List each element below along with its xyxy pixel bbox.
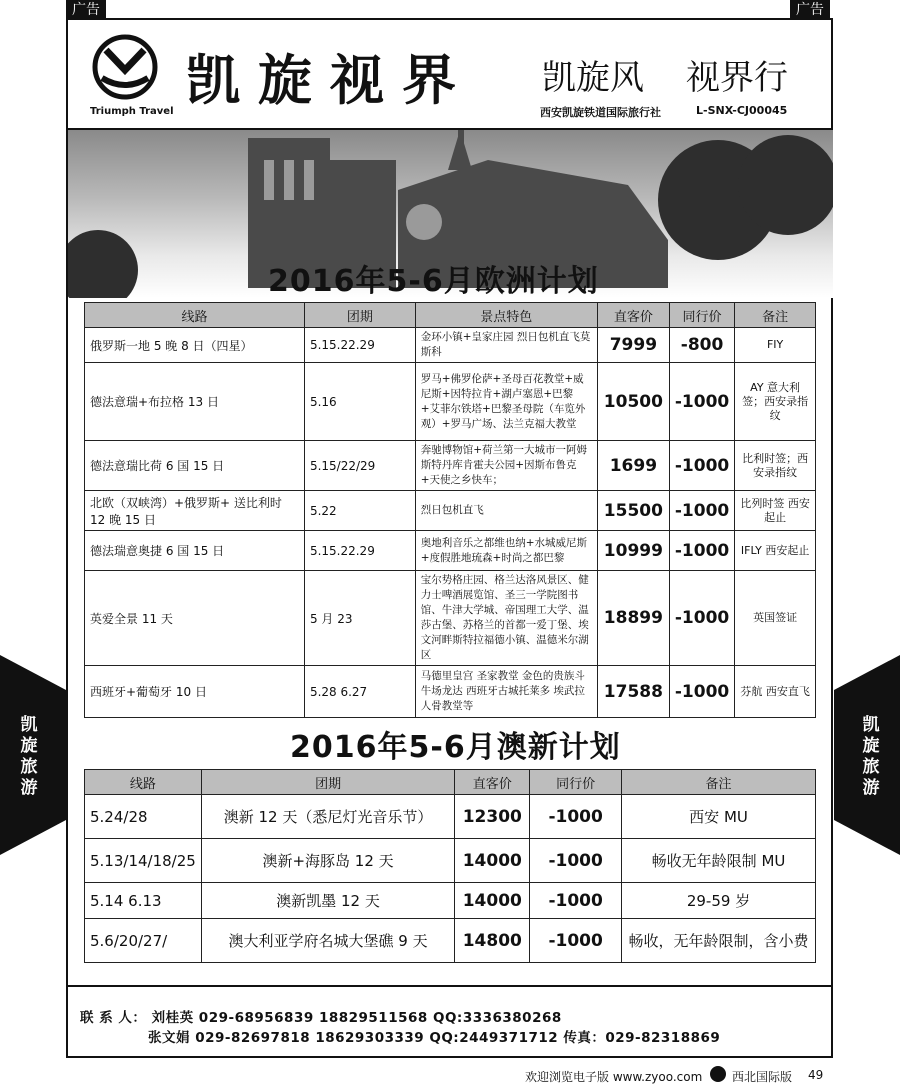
side-label-left [18, 715, 40, 799]
table-row [85, 441, 816, 491]
triumph-logo-icon [92, 34, 158, 100]
table-row [85, 919, 816, 963]
date-cell: 5.13/14/18/25 [85, 839, 202, 883]
contact-label: 联 系 人： [80, 1010, 147, 1026]
newspaper-logo-icon [710, 1066, 726, 1082]
peer-price-cell: -1000 [669, 571, 734, 666]
note-cell: 畅收无年龄限制 MU [622, 839, 816, 883]
date-cell: 5 月 23 [304, 571, 415, 666]
peer-price-cell: -1000 [530, 919, 622, 963]
col-header-price: 直客价 [597, 303, 669, 328]
col-header-date: 团期 [201, 770, 454, 795]
note-cell: 比列时签 西安起止 [735, 491, 816, 531]
note-cell: 29-59 岁 [622, 883, 816, 919]
side-char: 凯 [20, 715, 38, 735]
table-row [85, 531, 816, 571]
ad-tag-right: 广告 [790, 0, 830, 20]
side-char: 旋 [20, 736, 38, 756]
note-cell: 比利时签；西安录指纹 [735, 441, 816, 491]
route-cell: 北欧（双峡湾）+俄罗斯+ 送比利时 12 晚 15 日 [85, 491, 305, 531]
date-cell: 5.15.22.29 [304, 531, 415, 571]
feature-cell: 宝尔势格庄园、格兰达洛风景区、健力士啤酒展览馆、圣三一学院图书馆、牛津大学城、帝国理工大学、温莎古堡、苏格兰的首都一爱丁堡、埃文河畔斯特拉福德小镇、温德米尔湖区 [415, 571, 597, 666]
peer-price-cell: -800 [669, 328, 734, 363]
slogan-b: 视界行 [686, 58, 788, 98]
col-header-price: 直客价 [455, 770, 530, 795]
ad-header [68, 20, 831, 130]
col-header-feature: 景点特色 [415, 303, 597, 328]
col-header-note: 备注 [735, 303, 816, 328]
contact-line-1 [80, 1006, 562, 1026]
table-row [85, 491, 816, 531]
note-cell: 芬航 西安直飞 [735, 666, 816, 718]
feature-cell: 奥地利音乐之都维也纳+水城威尼斯+度假胜地琉森+时尚之都巴黎 [415, 531, 597, 571]
logo-caption: Triumph Travel [90, 106, 174, 117]
page-footer [0, 1062, 900, 1087]
note-cell: 畅收，无年龄限制，含小费 [622, 919, 816, 963]
feature-cell: 奔驰博物馆+荷兰第一大城市一阿姆斯特丹库肯霍夫公园+因斯布鲁克+天使之乡快车； [415, 441, 597, 491]
price-cell: 14000 [455, 839, 530, 883]
feature-cell: 马德里皇宫 圣家教堂 金色的贵族斗牛场龙达 西班牙古城托莱多 埃武拉人骨教堂等 [415, 666, 597, 718]
date-cell: 5.15.22.29 [304, 328, 415, 363]
table-header-row [85, 303, 816, 328]
table-row [85, 795, 816, 839]
table-row [85, 363, 816, 441]
feature-cell: 烈日包机直飞 [415, 491, 597, 531]
side-char: 游 [20, 778, 38, 798]
col-header-peer: 同行价 [669, 303, 734, 328]
side-char: 旅 [862, 757, 880, 777]
license-number: L-SNX-CJ00045 [696, 104, 788, 117]
route-cell: 澳新凯墨 12 天 [201, 883, 454, 919]
side-char: 凯 [862, 715, 880, 735]
contact-divider [68, 985, 833, 987]
ad-tag-left: 广告 [66, 0, 106, 20]
contact-person-1: 刘桂英 029-68956839 18829511568 QQ:3336380268 [151, 1010, 562, 1026]
peer-price-cell: -1000 [530, 839, 622, 883]
note-cell: 西安 MU [622, 795, 816, 839]
price-cell: 14000 [455, 883, 530, 919]
peer-price-cell: -1000 [530, 795, 622, 839]
side-char: 旋 [862, 736, 880, 756]
price-cell: 10500 [597, 363, 669, 441]
price-cell: 1699 [597, 441, 669, 491]
side-tab-left [0, 655, 66, 855]
route-cell: 德法意瑞比荷 6 国 15 日 [85, 441, 305, 491]
price-cell: 14800 [455, 919, 530, 963]
side-label-right [860, 715, 882, 799]
side-tab-right [834, 655, 900, 855]
slogan-a: 凯旋风 [542, 58, 644, 98]
feature-cell: 罗马+佛罗伦萨+圣母百花教堂+威尼斯+因特拉肯+湖卢塞恩+巴黎+艾菲尔铁塔+巴黎圣母院（车览外观）+罗马广场、法兰克福大教堂 [415, 363, 597, 441]
footer-welcome: 欢迎浏览电子版 www.zyoo.com [525, 1070, 703, 1084]
date-cell: 5.22 [304, 491, 415, 531]
table-row [85, 571, 816, 666]
date-cell: 5.6/20/27/ [85, 919, 202, 963]
table-row [85, 883, 816, 919]
note-cell: FIY [735, 328, 816, 363]
peer-price-cell: -1000 [530, 883, 622, 919]
footer-section: 西北国际版 [732, 1070, 793, 1084]
note-cell: IFLY 西安起止 [735, 531, 816, 571]
table-row [85, 839, 816, 883]
price-cell: 10999 [597, 531, 669, 571]
route-cell: 俄罗斯一地 5 晚 8 日（四星） [85, 328, 305, 363]
date-cell: 5.28 6.27 [304, 666, 415, 718]
route-cell: 德法意瑞+布拉格 13 日 [85, 363, 305, 441]
peer-price-cell: -1000 [669, 491, 734, 531]
feature-cell: 金环小镇+皇家庄园 烈日包机直飞莫斯科 [415, 328, 597, 363]
col-header-date: 团期 [304, 303, 415, 328]
table-row [85, 666, 816, 718]
route-cell: 德法瑞意奥捷 6 国 15 日 [85, 531, 305, 571]
date-cell: 5.24/28 [85, 795, 202, 839]
date-cell: 5.16 [304, 363, 415, 441]
col-header-route: 线路 [85, 303, 305, 328]
price-cell: 17588 [597, 666, 669, 718]
col-header-peer: 同行价 [530, 770, 622, 795]
europe-plan-title: 2016年5-6月欧洲计划 [268, 264, 599, 299]
date-cell: 5.14 6.13 [85, 883, 202, 919]
price-cell: 15500 [597, 491, 669, 531]
aus-plan-title: 2016年5-6月澳新计划 [290, 730, 621, 765]
col-header-note: 备注 [622, 770, 816, 795]
aus-plan-table [84, 769, 816, 963]
agency-name: 西安凯旋铁道国际旅行社 [540, 106, 661, 119]
contact-line-2: 张文娟 029-82697818 18629303339 QQ:2449371712 传真：029-82318869 [148, 1030, 721, 1046]
page-number: 49 [808, 1068, 824, 1082]
route-cell: 澳大利亚学府名城大堡礁 9 天 [201, 919, 454, 963]
table-row [85, 328, 816, 363]
price-cell: 18899 [597, 571, 669, 666]
date-cell: 5.15/22/29 [304, 441, 415, 491]
peer-price-cell: -1000 [669, 363, 734, 441]
side-char: 游 [862, 778, 880, 798]
side-char: 旅 [20, 757, 38, 777]
note-cell: AY 意大利签；西安录指纹 [735, 363, 816, 441]
route-cell: 澳新 12 天（悉尼灯光音乐节） [201, 795, 454, 839]
peer-price-cell: -1000 [669, 441, 734, 491]
col-header-route: 线路 [85, 770, 202, 795]
table-header-row [85, 770, 816, 795]
price-cell: 12300 [455, 795, 530, 839]
route-cell: 英爱全景 11 天 [85, 571, 305, 666]
europe-plan-table [84, 302, 816, 718]
route-cell: 西班牙+葡萄牙 10 日 [85, 666, 305, 718]
route-cell: 澳新+海豚岛 12 天 [201, 839, 454, 883]
brand-title: 凯旋视界 [186, 48, 474, 112]
peer-price-cell: -1000 [669, 531, 734, 571]
price-cell: 7999 [597, 328, 669, 363]
note-cell: 英国签证 [735, 571, 816, 666]
peer-price-cell: -1000 [669, 666, 734, 718]
